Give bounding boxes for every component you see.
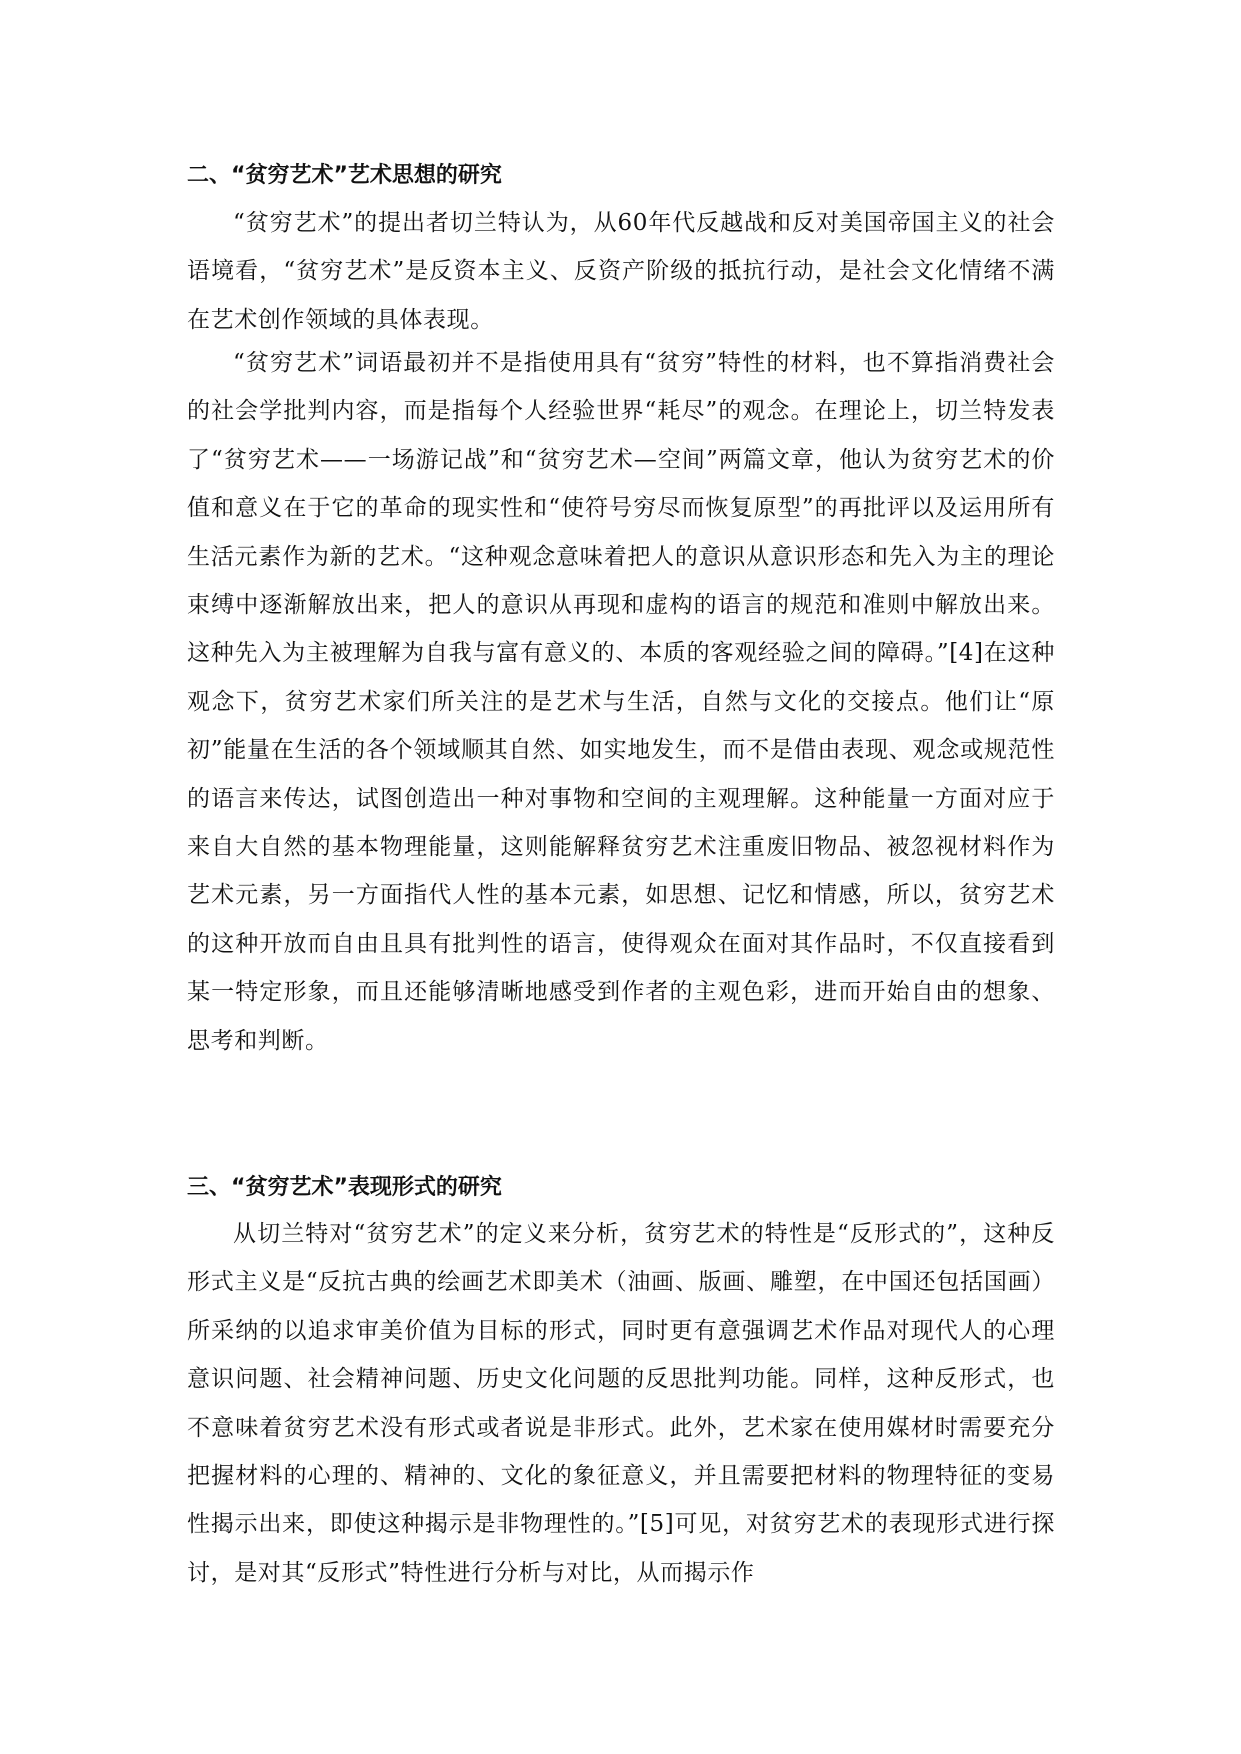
- paragraph-anti-form: 从切兰特对“贫穷艺术”的定义来分析，贫穷艺术的特性是“反形式的”，这种反形式主义是“反抗古典的绘画艺术即美术（油画、版画、雕塑，在中国还包括国画）所采纳的以追求审美价值为目标的形式，同时更有意强调艺术作品对现代人的心理意识问题、社会精神问题、历史文化问题的反思批判功能。同样，这种反形式，也不意味着贫穷艺术没有形式或者说是非形式。此外，艺术家在使用媒材时需要充分把握材料的心理的、精神的、文化的象征意义，并且需要把材料的物理特征的变易性揭示出来，即使这种揭示是非物理性的。”[5]可见，对贫穷艺术的表现形式进行探讨，是对其“反形式”特性进行分析与对比，从而揭示作: [187, 1221, 1055, 1586]
- section-heading-2: 二、“贫穷艺术”艺术思想的研究: [187, 163, 502, 188]
- paragraph-chelant-view: “贫穷艺术”的提出者切兰特认为，从60年代反越战和反对美国帝国主义的社会语境看，“贫穷艺术”是反资本主义、反资产阶级的抵抗行动，是社会文化情绪不满在艺术创作领域的具体表现。: [187, 210, 1055, 333]
- paragraph-poverty-art-concept: “贫穷艺术”词语最初并不是指使用具有“贫穷”特性的材料，也不算指消费社会的社会学批判内容，而是指每个人经验世界“耗尽”的观念。在理论上，切兰特发表了“贫穷艺术——一场游记战”和“贫穷艺术—空间”两篇文章，他认为贫穷艺术的价值和意义在于它的革命的现实性和“使符号穷尽而恢复原型”的再批评以及运用所有生活元素作为新的艺术。“这种观念意味着把人的意识从意识形态和先入为主的理论束缚中逐渐解放出来，把人的意识从再现和虚构的语言的规范和准则中解放出来。这种先入为主被理解为自我与富有意义的、本质的客观经验之间的障碍。”[4]在这种观念下，贫穷艺术家们所关注的是艺术与生活，自然与文化的交接点。他们让“原初”能量在生活的各个领域顺其自然、如实地发生，而不是借由表现、观念或规范性的语言来传达，试图创造出一种对事物和空间的主观理解。这种能量一方面对应于来自大自然的基本物理能量，这则能解释贫穷艺术注重废旧物品、被忽视材料作为艺术元素，另一方面指代人性的基本元素，如思想、记忆和情感，所以，贫穷艺术的这种开放而自由且具有批判性的语言，使得观众在面对其作品时，不仅直接看到某一特定形象，而且还能够清晰地感受到作者的主观色彩，进而开始自由的想象、思考和判断。: [187, 350, 1055, 1054]
- section-heading-3: 三、“贫穷艺术”表现形式的研究: [187, 1175, 502, 1200]
